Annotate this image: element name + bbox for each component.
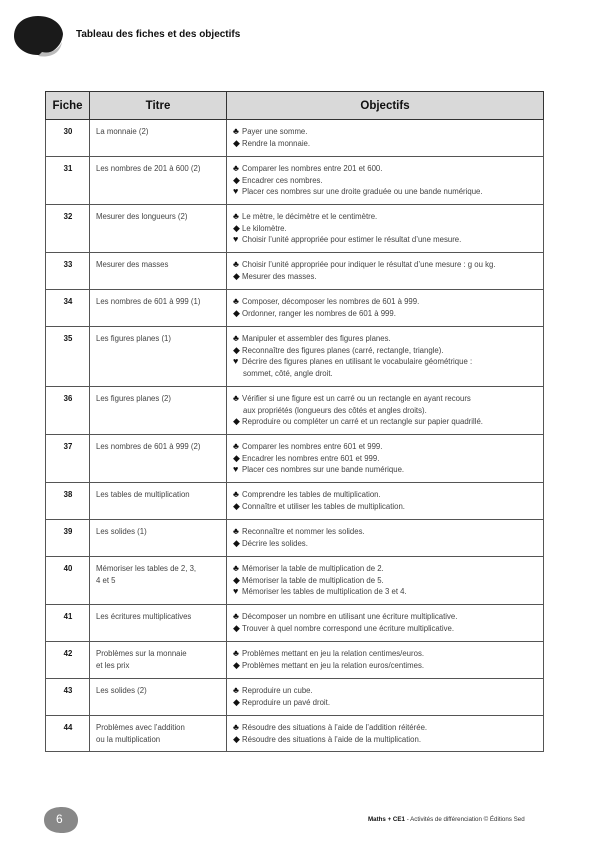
objective-item: [233, 356, 538, 368]
club-icon: ♣: [233, 648, 239, 658]
club-icon: ♣: [233, 393, 239, 403]
objective-item: [233, 526, 538, 538]
fiche-title-line: Problèmes sur la monnaie: [96, 649, 187, 658]
fiche-objectives: [227, 205, 544, 253]
objective-item: [233, 453, 538, 465]
table-row: [46, 483, 544, 520]
fiche-title: [90, 157, 227, 205]
objectives-table: [45, 91, 544, 752]
fiche-title: [90, 327, 227, 387]
heart-icon: ♥: [233, 356, 239, 367]
objective-item: [233, 648, 538, 660]
objective-item: [233, 296, 538, 308]
diamond-icon: ◆: [233, 307, 240, 318]
objective-text: Reproduire un cube.: [242, 686, 313, 695]
fiche-title: [90, 290, 227, 327]
objective-text: Encadrer ces nombres.: [242, 175, 323, 185]
diamond-icon: ◆: [233, 733, 240, 744]
objective-item: [233, 697, 538, 709]
fiche-title-line: Les nombres de 601 à 999 (1): [96, 297, 201, 306]
table-row: [46, 205, 544, 253]
club-icon: ♣: [233, 296, 239, 306]
club-icon: ♣: [233, 163, 239, 173]
objective-text: Reproduire ou compléter un carré et un rectangle sur papier quadrillé.: [242, 417, 483, 427]
fiche-title-line: Mesurer des longueurs (2): [96, 212, 188, 221]
objective-text: Résoudre des situations à l’aide de l’addition réitérée.: [242, 723, 428, 732]
objective-text: Reconnaître et nommer les solides.: [242, 527, 365, 536]
objective-item: [233, 368, 538, 380]
heart-icon: ♥: [233, 234, 239, 245]
table-row: [46, 120, 544, 157]
objective-item: [233, 464, 538, 476]
objective-item: [233, 308, 538, 320]
fiche-objectives: [227, 642, 544, 679]
column-header-titre: Titre: [90, 92, 227, 120]
objective-item: [233, 623, 538, 635]
teardrop-logo-icon: [12, 12, 64, 58]
objective-text: Décrire les solides.: [242, 538, 308, 548]
fiche-number: 33: [46, 253, 90, 290]
objective-text: Mémoriser la table de multiplication de 5.: [242, 575, 384, 585]
table-row: [46, 679, 544, 716]
fiche-title-line: et les prix: [96, 660, 130, 670]
objective-text: Payer une somme.: [242, 127, 308, 136]
fiche-number: 43: [46, 679, 90, 716]
objective-item: [233, 333, 538, 345]
page-number: 6: [56, 812, 63, 826]
fiche-objectives: [227, 716, 544, 752]
club-icon: ♣: [233, 526, 239, 536]
fiche-number: 40: [46, 557, 90, 605]
fiche-title: [90, 205, 227, 253]
club-icon: ♣: [233, 685, 239, 695]
objective-text: Problèmes mettant en jeu la relation euros/centimes.: [242, 660, 425, 670]
fiche-number: 36: [46, 387, 90, 435]
objective-item: [233, 211, 538, 223]
objective-text: Décrire des figures planes en utilisant le vocabulaire géométrique :: [242, 357, 473, 367]
diamond-icon: ◆: [233, 696, 240, 707]
fiche-title: [90, 120, 227, 157]
objective-text: Encadrer les nombres entre 601 et 999.: [242, 453, 380, 463]
objective-text: Trouver à quel nombre correspond une écriture multiplicative.: [242, 623, 455, 633]
objective-text: Choisir l’unité appropriée pour estimer le résultat d’une mesure.: [242, 235, 462, 245]
objective-item: [233, 722, 538, 734]
objective-item: [233, 126, 538, 138]
column-header-objectifs: Objectifs: [227, 92, 544, 120]
fiche-number: 39: [46, 520, 90, 557]
club-icon: ♣: [233, 441, 239, 451]
fiche-objectives: [227, 435, 544, 483]
fiche-number: 31: [46, 157, 90, 205]
objective-text: Mémoriser les tables de multiplication de 3 et 4.: [242, 587, 407, 597]
objective-text: Problèmes mettant en jeu la relation centimes/euros.: [242, 649, 425, 658]
objective-item: [233, 575, 538, 587]
objective-item: [233, 734, 538, 746]
fiche-title-line: Les figures planes (1): [96, 334, 171, 343]
objective-text: Comparer les nombres entre 201 et 600.: [242, 164, 383, 173]
fiche-number: 34: [46, 290, 90, 327]
fiche-number: 30: [46, 120, 90, 157]
footer-brand: Maths + CE1: [368, 816, 405, 823]
table-row: [46, 327, 544, 387]
fiche-objectives: [227, 327, 544, 387]
objective-item: [233, 405, 538, 417]
objective-text: Comparer les nombres entre 601 et 999.: [242, 442, 383, 451]
club-icon: ♣: [233, 211, 239, 221]
fiche-title-line: 4 et 5: [96, 575, 116, 585]
fiche-title-line: Les solides (2): [96, 686, 147, 695]
heart-icon: ♥: [233, 464, 239, 475]
fiche-objectives: [227, 157, 544, 205]
fiche-title-line: Mémoriser les tables de 2, 3,: [96, 564, 197, 573]
fiche-title-line: Mesurer des masses: [96, 260, 169, 269]
objective-text: Résoudre des situations à l’aide de la multiplication.: [242, 734, 421, 744]
fiche-objectives: [227, 483, 544, 520]
objective-item: [233, 611, 538, 623]
table-row: [46, 557, 544, 605]
fiche-title-line: ou la multiplication: [96, 734, 161, 744]
fiche-number: 37: [46, 435, 90, 483]
objective-item: [233, 416, 538, 428]
fiche-title-line: Problèmes avec l’addition: [96, 723, 185, 732]
fiche-objectives: [227, 387, 544, 435]
objective-item: [233, 489, 538, 501]
objective-item: [233, 538, 538, 550]
fiche-title-line: Les tables de multiplication: [96, 490, 190, 499]
footer-text: - Activités de différenciation © Éditions Sed: [404, 816, 525, 823]
objective-text: Rendre la monnaie.: [242, 138, 311, 148]
diamond-icon: ◆: [233, 574, 240, 585]
objective-item: [233, 138, 538, 150]
club-icon: ♣: [233, 489, 239, 499]
club-icon: ♣: [233, 259, 239, 269]
fiche-number: 42: [46, 642, 90, 679]
fiche-number: 32: [46, 205, 90, 253]
objective-text: Connaître et utiliser les tables de multiplication.: [242, 501, 405, 511]
fiche-number: 44: [46, 716, 90, 752]
club-icon: ♣: [233, 611, 239, 621]
fiche-number: 35: [46, 327, 90, 387]
objective-text: Le kilomètre.: [242, 223, 287, 233]
objective-text: Ordonner, ranger les nombres de 601 à 999.: [242, 308, 396, 318]
diamond-icon: ◆: [233, 174, 240, 185]
fiche-title-line: Les figures planes (2): [96, 394, 171, 403]
objective-item: [233, 501, 538, 513]
objective-text: Vérifier si une figure est un carré ou un rectangle en ayant recours: [242, 394, 471, 403]
fiche-title: [90, 642, 227, 679]
fiche-title: [90, 253, 227, 290]
fiche-title-line: Les nombres de 601 à 999 (2): [96, 442, 201, 451]
objective-item: [233, 271, 538, 283]
heart-icon: ♥: [233, 586, 239, 597]
fiche-objectives: [227, 520, 544, 557]
club-icon: ♣: [233, 333, 239, 343]
club-icon: ♣: [233, 126, 239, 136]
fiche-title-line: Les nombres de 201 à 600 (2): [96, 164, 201, 173]
objective-item: [233, 223, 538, 235]
table-row: [46, 642, 544, 679]
objective-item: [233, 234, 538, 246]
table-row: [46, 435, 544, 483]
fiche-title: [90, 387, 227, 435]
diamond-icon: ◆: [233, 416, 240, 427]
heart-icon: ♥: [233, 186, 239, 197]
objective-text: Mémoriser la table de multiplication de 2.: [242, 564, 384, 573]
fiche-objectives: [227, 679, 544, 716]
objective-text: Manipuler et assembler des figures planes.: [242, 334, 391, 343]
fiche-objectives: [227, 290, 544, 327]
diamond-icon: ◆: [233, 622, 240, 633]
club-icon: ♣: [233, 722, 239, 732]
objective-text: Reproduire un pavé droit.: [242, 697, 330, 707]
fiche-title-line: Les écritures multiplicatives: [96, 612, 192, 621]
fiche-number: 38: [46, 483, 90, 520]
objective-text: Le mètre, le décimètre et le centimètre.: [242, 212, 378, 221]
diamond-icon: ◆: [233, 452, 240, 463]
diamond-icon: ◆: [233, 137, 240, 148]
column-header-fiche: Fiche: [46, 92, 90, 120]
fiche-title-line: La monnaie (2): [96, 127, 149, 136]
fiche-title: [90, 605, 227, 642]
fiche-title: [90, 520, 227, 557]
table-row: [46, 716, 544, 752]
objective-text: Mesurer des masses.: [242, 271, 317, 281]
objective-text: Reconnaître des figures planes (carré, rectangle, triangle).: [242, 345, 444, 355]
footer-credit: [368, 816, 525, 823]
diamond-icon: ◆: [233, 537, 240, 548]
objective-item: [233, 186, 538, 198]
objective-item: [233, 441, 538, 453]
club-icon: ♣: [233, 563, 239, 573]
objective-text: Placer ces nombres sur une droite graduée ou une bande numérique.: [242, 187, 483, 197]
objective-text: Composer, décomposer les nombres de 601 à 999.: [242, 297, 420, 306]
objective-item: [233, 175, 538, 187]
page-title: Tableau des fiches et des objectifs: [76, 29, 241, 40]
objective-text: Choisir l’unité appropriée pour indiquer le résultat d’une mesure : g ou kg.: [242, 260, 496, 269]
diamond-icon: ◆: [233, 500, 240, 511]
diamond-icon: ◆: [233, 344, 240, 355]
table-row: [46, 605, 544, 642]
objective-item: [233, 393, 538, 405]
table-row: [46, 253, 544, 290]
table-row: [46, 520, 544, 557]
objective-text: Comprendre les tables de multiplication.: [242, 490, 381, 499]
objective-item: [233, 259, 538, 271]
objective-item: [233, 685, 538, 697]
fiche-number: 41: [46, 605, 90, 642]
diamond-icon: ◆: [233, 270, 240, 281]
fiche-objectives: [227, 120, 544, 157]
table-header-row: [46, 92, 544, 120]
objective-item: [233, 660, 538, 672]
objective-text: sommet, côté, angle droit.: [243, 369, 333, 379]
table-row: [46, 290, 544, 327]
table-row: [46, 387, 544, 435]
objective-item: [233, 163, 538, 175]
objective-item: [233, 586, 538, 598]
objective-item: [233, 345, 538, 357]
fiche-title: [90, 435, 227, 483]
diamond-icon: ◆: [233, 222, 240, 233]
fiche-objectives: [227, 557, 544, 605]
fiche-title-line: Les solides (1): [96, 527, 147, 536]
fiche-objectives: [227, 605, 544, 642]
objective-text: Placer ces nombres sur une bande numérique.: [242, 465, 405, 475]
fiche-title: [90, 679, 227, 716]
fiche-title: [90, 483, 227, 520]
fiche-title: [90, 557, 227, 605]
diamond-icon: ◆: [233, 659, 240, 670]
objective-text: Décomposer un nombre en utilisant une écriture multiplicative.: [242, 612, 458, 621]
objective-item: [233, 563, 538, 575]
table-row: [46, 157, 544, 205]
fiche-objectives: [227, 253, 544, 290]
fiche-title: [90, 716, 227, 752]
objective-text: aux propriétés (longueurs des côtés et angles droits).: [243, 405, 427, 415]
